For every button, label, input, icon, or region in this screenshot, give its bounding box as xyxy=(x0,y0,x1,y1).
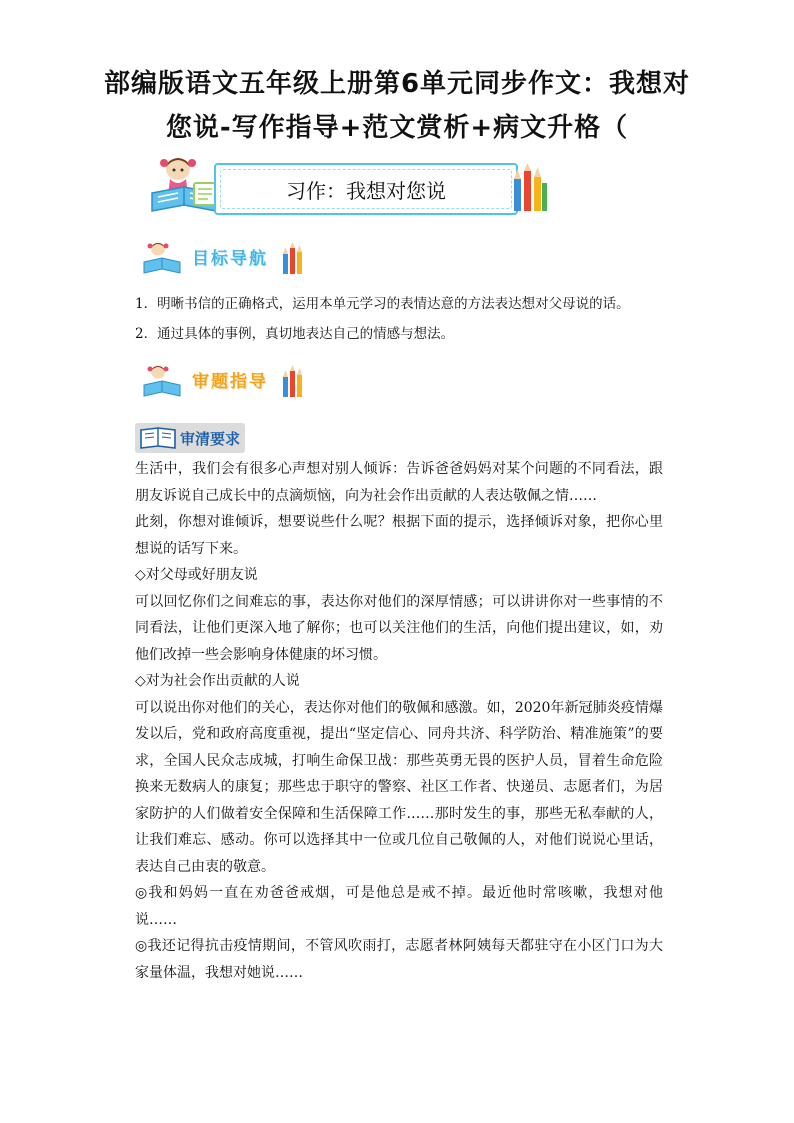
paragraph: ◎我还记得抗击疫情期间，不管风吹雨打，志愿者林阿姨每天都驻守在小区门口为大家量体温，我想对她说…… xyxy=(135,938,663,981)
pencils-icon xyxy=(512,163,548,213)
paragraph: 可以说出你对他们的关心，表达你对他们的敬佩和感激。如，2020年新冠肺炎疫情爆发以后，党和政府高度重视，提出“坚定信心、同舟共济、科学防治、精准施策”的要求，全国人民众志成城，打响生命保卫战：那些英勇无畏的医护人员，冒着生命危险换来无数病人的康复；那些忠于职守的警察、社区工作者、快递员、志愿者们，为居家防护的人们做着安全保障和生活保障工作……那时发生的事，那些无私奉献的人，让我们难忘、感动。你可以选择其中一位或几位自己敬佩的人，对他们说说心里话，表达自己由衷的敬意。 xyxy=(135,699,663,875)
topic-guide-header xyxy=(140,361,310,401)
open-book-icon xyxy=(139,426,177,450)
requirements-label: 审清要求 xyxy=(180,430,241,448)
goal-nav-header xyxy=(140,238,310,278)
title-banner xyxy=(144,153,549,217)
topic-guide-title: 审题指导 xyxy=(192,372,268,392)
goal-nav-title: 目标导航 xyxy=(192,249,268,269)
paragraph: ◇对为社会作出贡献的人说 xyxy=(135,673,300,689)
page-title: 部编版语文五年级上册第6单元同步作文：我想对您说-写作指导+范文赏析+病文升格（ xyxy=(103,69,691,143)
paragraph: ◇对父母或好朋友说 xyxy=(135,567,258,583)
guide-body xyxy=(135,456,663,986)
paragraph: 此刻，你想对谁倾诉，想要说些什么呢？根据下面的提示，选择倾诉对象，把你心里想说的话写下来。 xyxy=(135,514,663,557)
pencils-icon xyxy=(282,365,304,397)
requirements-tag xyxy=(135,423,245,453)
goal-item: 2．通过具体的事例，真切地表达自己的情感与想法。 xyxy=(135,326,455,342)
paragraph: ◎我和妈妈一直在劝爸爸戒烟，可是他总是戒不掉。最近他时常咳嗽，我想对他说…… xyxy=(135,885,663,928)
goal-item: 1．明晰书信的正确格式，运用本单元学习的表情达意的方法表达想对父母说的话。 xyxy=(135,296,630,312)
girl-reading-book-icon xyxy=(140,240,190,276)
paragraph: 可以回忆你们之间难忘的事，表达你对他们的深厚情感；可以讲讲你对一些事情的不同看法，让他们更深入地了解你；也可以关注他们的生活，向他们提出建议，如，劝他们改掉一些会影响身体健康的坏习惯。 xyxy=(135,593,663,663)
girl-reading-book-icon xyxy=(140,363,190,399)
pencils-icon xyxy=(282,242,304,274)
paragraph: 生活中，我们会有很多心声想对别人倾诉：告诉爸爸妈妈对某个问题的不同看法，跟朋友诉说自己成长中的点滴烦恼，向为社会作出贡献的人表达敬佩之情…… xyxy=(135,461,663,504)
banner-title: 习作：我想对您说 xyxy=(214,163,518,215)
